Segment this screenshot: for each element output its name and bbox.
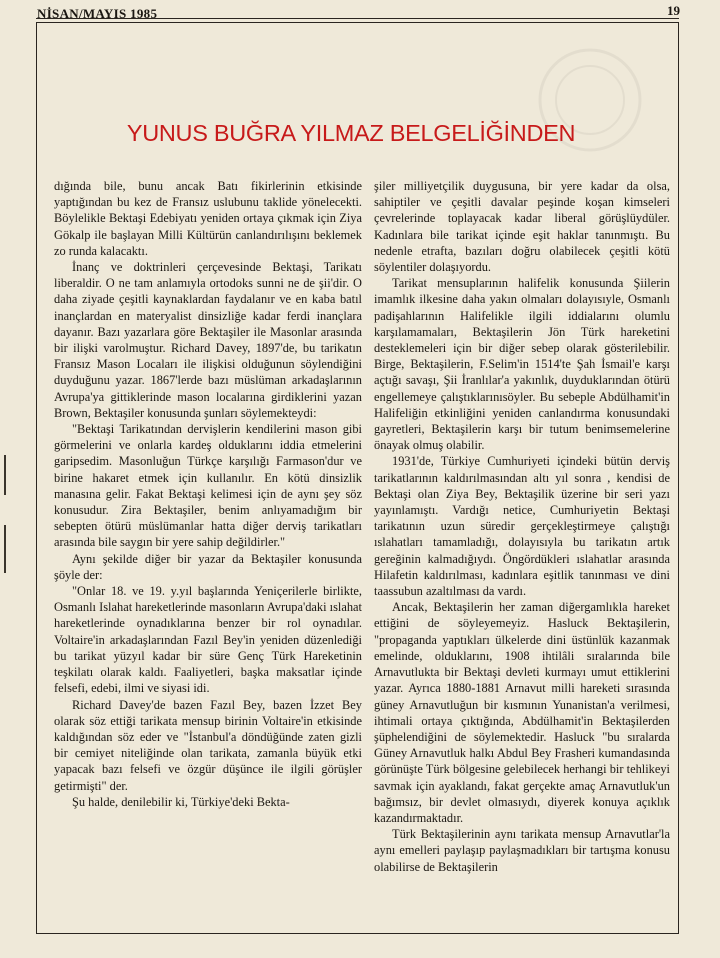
paragraph: Aynı şekilde diğer bir yazar da Bektaşiler konusunda şöyle der: bbox=[54, 551, 362, 582]
banner-title: YUNUS BUĞRA YILMAZ BELGELİĞİNDEN bbox=[126, 120, 576, 146]
paragraph: 1931'de, Türkiye Cumhuriyeti içindeki bütün derviş tarikatlarının kaldırılmasından altı yıl sonra , kendisi de Bektaşi olan Ziya Bey, Bektaşilik üzerine bir seri yazı yayınlamıştı. Vardığı netice, Cumhuriyetin Bektaşi tarikatının uzun süredir gerçekleştirmeye çalıştığı ıslahatları tamamladığı, dolayısıyla bu tarikatın artık gereğinin kalmadığıydı. Öngördükleri ıslahatlar arasında Hilafetin kaldırılması, kadınlara eşitlik tanınması ve dini taassubun azaltılması da vardı. bbox=[374, 454, 670, 599]
left-column bbox=[54, 178, 362, 810]
paragraph: "Bektaşi Tarikatından dervişlerin kendilerini mason gibi görmelerini ve onlarla kardeş olduklarını iddia etmelerini garipsedim. Masonluğun Türkçe karşılığı Farmason'dur ve birine hakaret etmek için kullanılır. En kötü dinsizlik manasına gelir. Fakat Bektaşi kelimesi için de aynı şey söz konusudur. Zira Bektaşiler, benim anlıyamadığım bir sebepten ötürü müslümanlar hatta diğer derviş tarikatları arasında bile saygın bir yere sahip değildirler." bbox=[54, 422, 362, 550]
issue-date: NİSAN/MAYIS 1985 bbox=[37, 6, 158, 21]
margin-mark bbox=[4, 455, 6, 495]
paragraph: dığında bile, bunu ancak Batı fikirlerinin etkisinde yaptığından bu kez de Fransız uslubunu taklide yönelecekti. Böylelikle Bektaşi Edebiyatı yeniden ortaya çıkmak için Ziya Gökalp ile başlayan Milli Kültürün canlandırılışını beklemek zo runda kalacaktı. bbox=[54, 179, 362, 258]
paragraph: Richard Davey'de bazen Fazıl Bey, bazen İzzet Bey olarak söz ettiği tarikata mensup birinin Voltaire'in etkisinde kaldığından söz eder ve "İstanbul'a döndüğünde zaten gizli bir cemiyet niteliğinde olan tarikata, zamanla büyük etki yapacak bazı felsefi ve özgür düşünce ile ilgili görüşler getirmişti" der. bbox=[54, 697, 362, 793]
paragraph: Ancak, Bektaşilerin her zaman diğergamlıkla hareket ettiğini de söyleyemeyiz. Hasluck Bektaşilerin, "propaganda yaptıkları ülkelerde dini üstünlük kazanmak emelinde, olduklarını, 1908 ihtilâli sıralarında bile Arnavutlukta bir Bektaşi devleti kurmayı umut ettiklerini yazar. Ayrıca 1880-1881 Arnavut milli hareketi sırasında güney Arnavutluğun bir kısmının Yunanistan'a verilmesi, ihtimali ortaya çıktığında, Abdülhamit'in Bektaşilerden şüphelendiğini de söylemektedir. Hasluck "bu sıralarda Güney Arnavutluk halkı Abdul Bey Frasheri kumandasında görünüşte Türk bölgesine gelebilecek herhangi bir tehlikeyi savmak için ayaklandı, fakat gerçekte amaç Arnavutluk'un bağımsız, bir devlet olmasıydı, diyerek konuya açıklık kazandırmaktadır. bbox=[374, 600, 670, 825]
right-column bbox=[374, 178, 670, 875]
paragraph: şiler milliyetçilik duygusuna, bir yere kadar da olsa, sahiptiler ve çeşitli davalar peşinde koşan kimseleri çevrelerinde toplayacak kadar liberal görüşlüydüler. Kadınlara bile tarikat içinde eşit haklar tanınmıştı. Bu nedenle etrafta, bazıları doğru olabilecek çeşitli kötü söylentiler dolaşıyordu. bbox=[374, 179, 670, 275]
paragraph: Şu halde, denilebilir ki, Türkiye'deki Bekta- bbox=[72, 794, 290, 809]
margin-mark bbox=[4, 525, 6, 573]
paragraph: İnanç ve doktrinleri çerçevesinde Bektaşi, Tarikatı liberaldir. O ne tam anlamıyla ortodoks sunni ne de şii'dir. O daha ziyade çeşitli kaynaklardan faydalanır ve en kaba batıl inançlardan en materyalist dinsizliğe kadar ferdi inançlara dayanır. Bazı yazarlara göre Bektaşiler ile Masonlar arasında bir ilişki varolmuştur. Richard Davey, 1897'de, bu tarikatın Fransız Mason Locaları ile ilişkisi olduğunun söylendiğini duyduğunu yazar. 1867'lerde bazı müslüman arkadaşlarının Avrupa'ya gittiklerinde mason localarına girdiklerini yazan Brown, Bektaşiler konusunda şunları söylemekteydi: bbox=[54, 260, 362, 420]
paragraph: "Onlar 18. ve 19. y.yıl başlarında Yeniçerilerle birlikte, Osmanlı Islahat hareketlerinde masonların Avrupa'daki ıslahat hareketlerinde oynadıklarına benzer bir rol oynadılar. Voltaire'in arkadaşlarından Fazıl Bey'in yeniden düzenlediği bu tarikat yüzyıl kadar bir süre Genç Türk Hareketinin teşkilatı olarak kaldı. Faaliyetleri, başka maksatlar içinde felsefi, edebi, ilmi ve siyasi idi. bbox=[54, 584, 362, 696]
page-number: 19 bbox=[667, 3, 680, 18]
paragraph: Türk Bektaşilerinin aynı tarikata mensup Arnavutlar'la aynı emelleri paylaşıp paylaşmadıkları bir tartışma konusu olabilirse de Bektaşilerin bbox=[374, 827, 670, 874]
paragraph: Tarikat mensuplarının halifelik konusunda Şiilerin imamlık ilkesine daha yakın olmaları dolayısıyle, Osmanlı padişahlarının Halifelikle ilgili iddialarını olumlu karşılamamaları, Bektaşilerin Jön Türk hareketini desteklemeleri için bir diğer sebep olarak gösterilebilir. Birge, Bektaşilerin, F.Selim'in 1514'te Şah İsmail'e karşı açtığı savaşı, Şii İranlılar'a yakınlık, duyduklarından ötürü engellemeye çalıştıklarınısöyler. Bu sebeple Abdülhamit'in Halifeliğin etkinliğini yeniden canlandırma konusundaki gayretleri, Bektaşilerin karşı bir tutum benimsemelerine önayak olmuş olabilir. bbox=[374, 276, 670, 453]
